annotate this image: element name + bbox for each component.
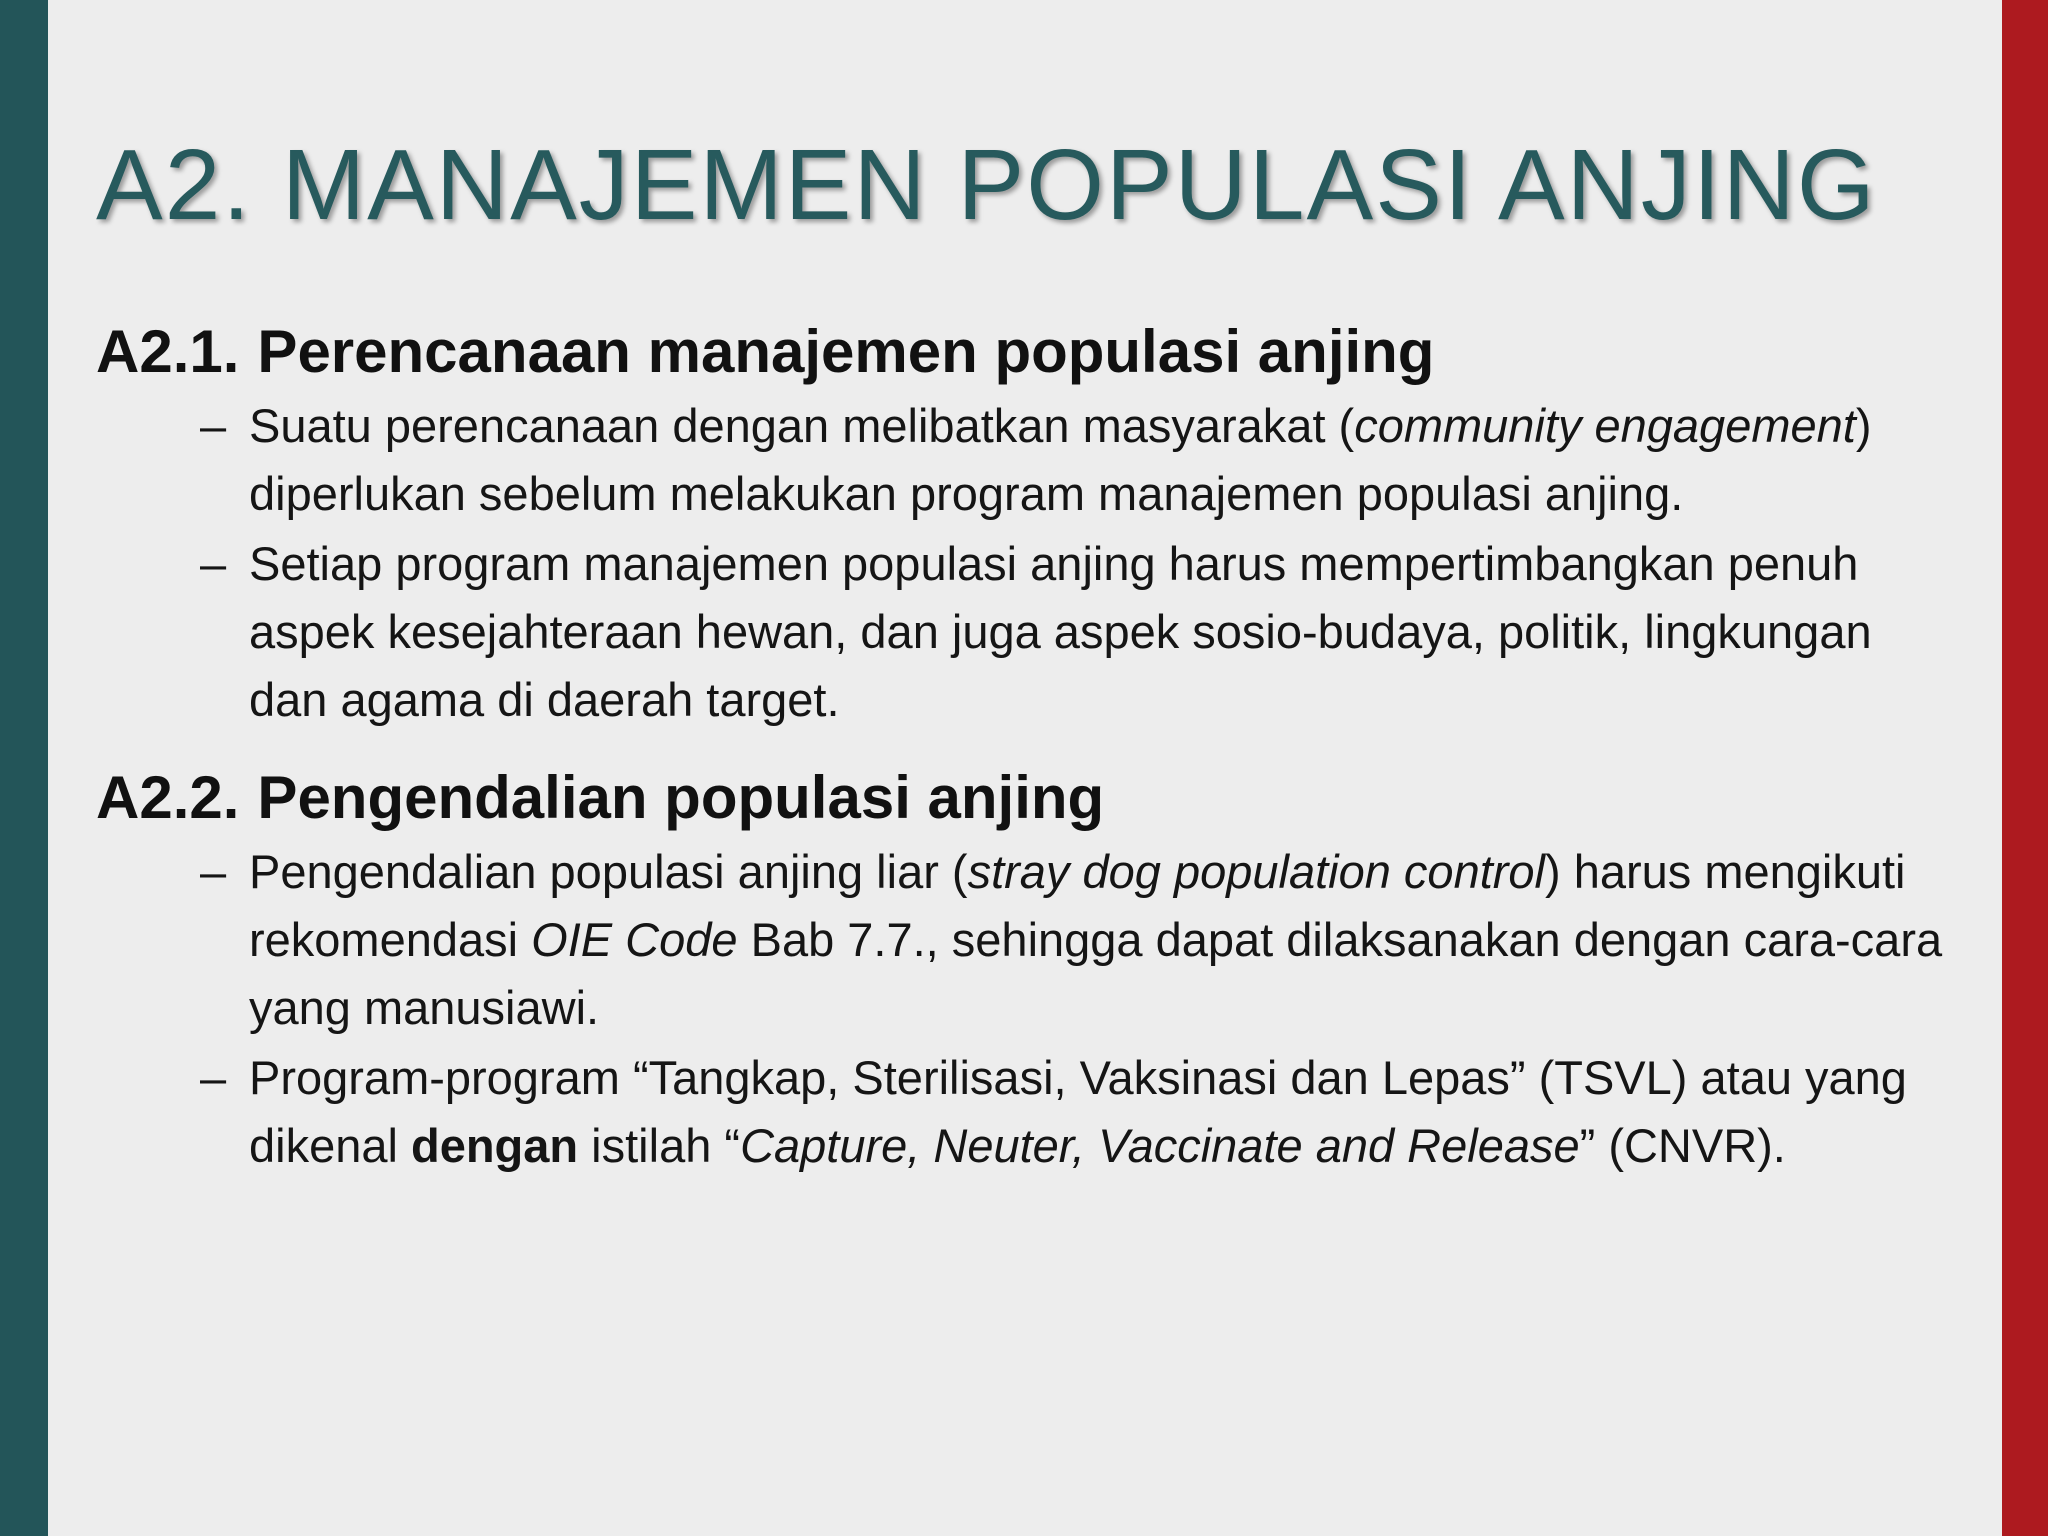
bullet-item (96, 530, 1956, 734)
bullet-dash: – (200, 845, 227, 898)
section-number: A2.1. (96, 318, 240, 385)
right-accent-bar (2002, 0, 2048, 1536)
section-title: Perencanaan manajemen populasi anjing (257, 318, 1435, 385)
section-control (96, 758, 1956, 1180)
bullet-list (96, 838, 1956, 1180)
bullet-text: ) harus mengikuti rekomendasi (249, 845, 1906, 966)
slide-content (96, 312, 1956, 1204)
section-title: Pengendalian populasi anjing (257, 764, 1105, 831)
bullet-text: ) diperlukan sebelum melakukan program manajemen populasi anjing. (249, 399, 1872, 520)
bullet-dash: – (200, 1051, 227, 1104)
bullet-text: Program-program “Tangkap, Sterilisasi, Vaksinasi dan Lepas” (TSVL) atau yang dikenal (249, 1051, 1907, 1172)
bullet-text: Bab 7.7., sehingga dapat dilaksanakan dengan cara-cara yang manusiawi. (249, 913, 1943, 1034)
section-heading (96, 758, 1956, 838)
bullet-dash: – (200, 537, 227, 590)
bullet-text: Setiap program manajemen populasi anjing harus mempertimbangkan penuh aspek kesejahteraan hewan, dan juga aspek sosio-budaya, politik, lingkungan dan agama di daerah target. (249, 537, 1872, 726)
bullet-dash: – (200, 399, 227, 452)
bullet-text-italic: Capture, Neuter, Vaccinate and Release (740, 1119, 1580, 1172)
bullet-list (96, 392, 1956, 734)
section-planning (96, 312, 1956, 734)
bullet-text: Suatu perencanaan dengan melibatkan masyarakat ( (249, 399, 1355, 452)
bullet-text-italic: stray dog population control (967, 845, 1546, 898)
left-accent-bar (0, 0, 48, 1536)
bullet-text-italic: community engagement (1354, 399, 1856, 452)
bullet-item (96, 838, 1956, 1042)
bullet-item (96, 1044, 1956, 1180)
bullet-text-italic: OIE Code (531, 913, 738, 966)
section-number: A2.2. (96, 764, 240, 831)
slide-title: A2. MANAJEMEN POPULASI ANJING (96, 129, 1877, 241)
bullet-text: istilah “ (578, 1119, 741, 1172)
bullet-text: Pengendalian populasi anjing liar ( (249, 845, 968, 898)
bullet-item (96, 392, 1956, 528)
bullet-text-bold: dengan (411, 1119, 579, 1172)
section-heading (96, 312, 1956, 392)
bullet-text: ” (CNVR). (1579, 1119, 1786, 1172)
